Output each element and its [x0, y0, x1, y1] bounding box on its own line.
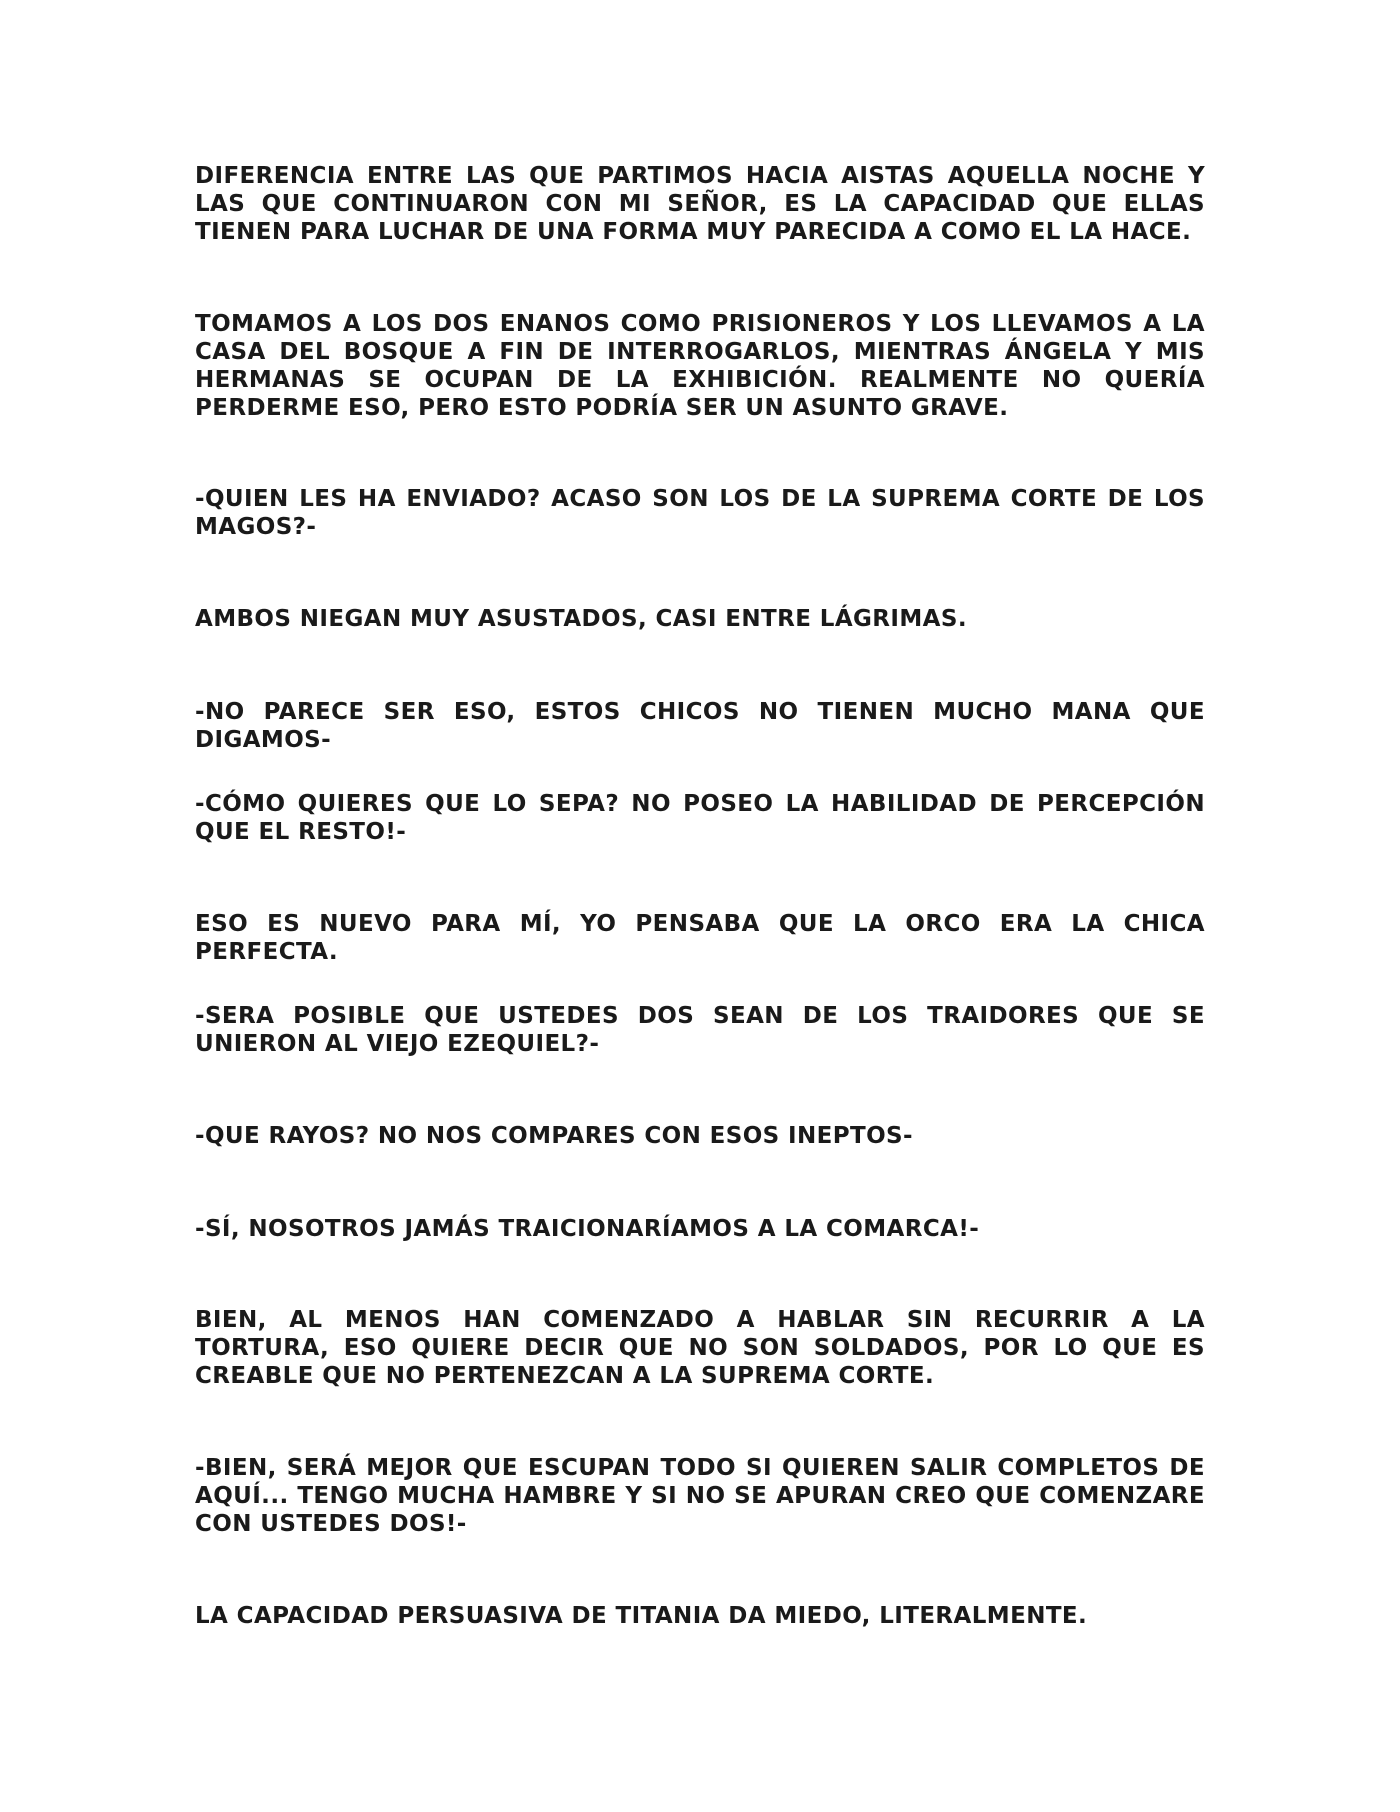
paragraph-4: AMBOS NIEGAN MUY ASUSTADOS, CASI ENTRE LÁGRIMAS. — [195, 606, 967, 632]
paragraph-11: BIEN, AL MENOS HAN COMENZADO A HABLAR SIN RECURRIR A LA TORTURA, ESO QUIERE DECIR QUE NO SON SOLDADOS, POR LO QUE ES CREABLE QUE NO PERTENEZCAN A LA SUPREMA CORTE. — [195, 1307, 1205, 1389]
paragraph-7: ESO ES NUEVO PARA MÍ, YO PENSABA QUE LA ORCO ERA LA CHICA PERFECTA. — [195, 911, 1205, 965]
paragraph-5: -NO PARECE SER ESO, ESTOS CHICOS NO TIENEN MUCHO MANA QUE DIGAMOS- — [195, 699, 1205, 753]
paragraph-13: LA CAPACIDAD PERSUASIVA DE TITANIA DA MIEDO, LITERALMENTE. — [195, 1603, 1088, 1629]
paragraph-12: -BIEN, SERÁ MEJOR QUE ESCUPAN TODO SI QUIEREN SALIR COMPLETOS DE AQUÍ... TENGO MUCHA HAMBRE Y SI NO SE APURAN CREO QUE COMENZARE CON USTEDES DOS!- — [195, 1455, 1205, 1537]
paragraph-9: -QUE RAYOS? NO NOS COMPARES CON ESOS INEPTOS- — [195, 1123, 913, 1149]
paragraph-1: DIFERENCIA ENTRE LAS QUE PARTIMOS HACIA AISTAS AQUELLA NOCHE Y LAS QUE CONTINUARON CON MI SEÑOR, ES LA CAPACIDAD QUE ELLAS TIENEN PARA LUCHAR DE UNA FORMA MUY PARECIDA A COMO EL LA HACE. — [195, 163, 1205, 245]
paragraph-6: -CÓMO QUIERES QUE LO SEPA? NO POSEO LA HABILIDAD DE PERCEPCIÓN QUE EL RESTO!- — [195, 791, 1205, 845]
paragraph-8: -SERA POSIBLE QUE USTEDES DOS SEAN DE LOS TRAIDORES QUE SE UNIERON AL VIEJO EZEQUIEL?- — [195, 1003, 1205, 1057]
paragraph-2: TOMAMOS A LOS DOS ENANOS COMO PRISIONEROS Y LOS LLEVAMOS A LA CASA DEL BOSQUE A FIN DE INTERROGARLOS, MIENTRAS ÁNGELA Y MIS HERMANAS SE OCUPAN DE LA EXHIBICIÓN. REALMENTE NO QUERÍA PERDERME ESO, PERO ESTO PODRÍA SER UN ASUNTO GRAVE. — [195, 311, 1205, 421]
paragraph-3: -QUIEN LES HA ENVIADO? ACASO SON LOS DE LA SUPREMA CORTE DE LOS MAGOS?- — [195, 486, 1205, 540]
paragraph-10: -SÍ, NOSOTROS JAMÁS TRAICIONARÍAMOS A LA COMARCA!- — [195, 1216, 980, 1242]
